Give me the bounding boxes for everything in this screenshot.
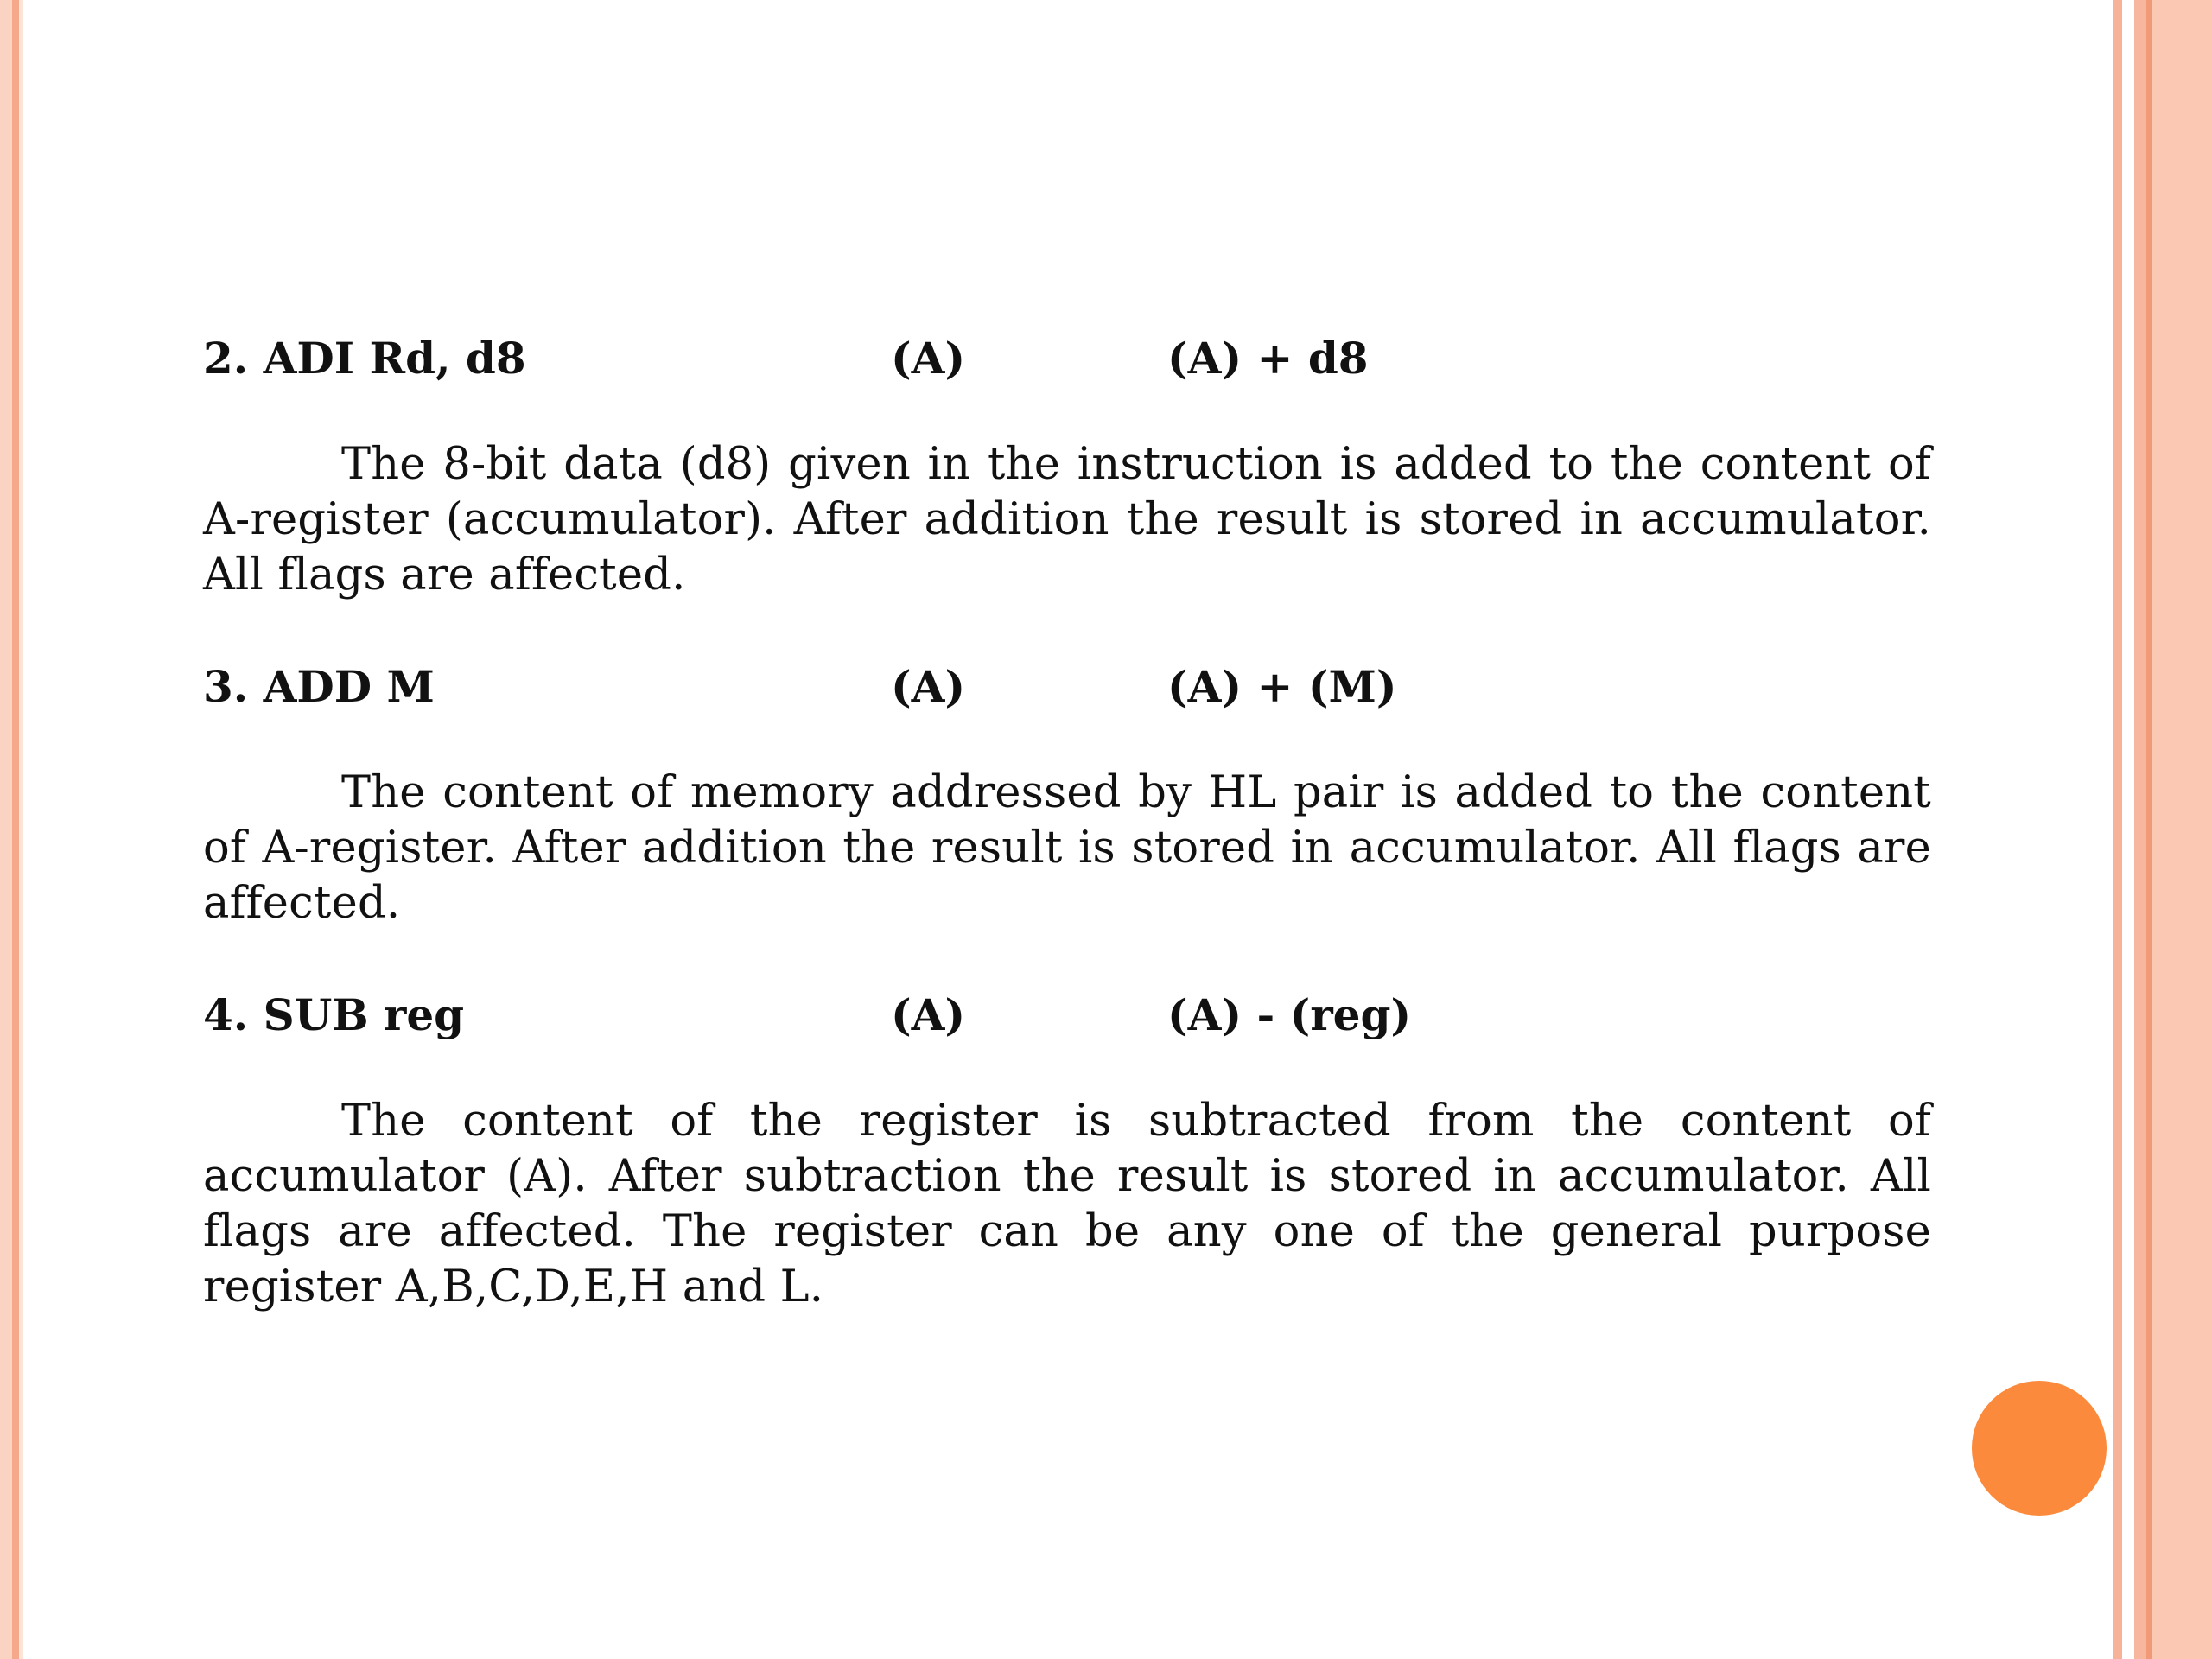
right-border-stripe (2122, 0, 2134, 1659)
instruction-destination: (A) (891, 661, 966, 712)
left-border-stripe (12, 0, 19, 1659)
instruction-expression: (A) + d8 (1167, 333, 1369, 384)
left-border-stripe (19, 0, 23, 1659)
right-border-stripe (2113, 0, 2122, 1659)
decorative-circle (1972, 1381, 2107, 1516)
instruction-description: The content of memory addressed by HL pair is added to the content of A-register. After addition the result is stored in accumulator. All flags are affected. (203, 767, 1931, 929)
instruction-heading (203, 985, 1931, 1046)
instruction-mnemonic: 2. ADI Rd, d8 (203, 333, 526, 384)
slide-content (203, 328, 1931, 1315)
instruction-destination: (A) (891, 333, 966, 384)
instruction-heading (203, 328, 1931, 389)
instruction-mnemonic: 3. ADD M (203, 661, 435, 712)
right-border-stripe (2152, 0, 2212, 1659)
right-border-stripe (2134, 0, 2146, 1659)
instruction-destination: (A) (891, 989, 966, 1040)
instruction-expression: (A) - (reg) (1167, 989, 1412, 1040)
left-border-stripe (0, 0, 12, 1659)
instruction-description: The content of the register is subtracted from the content of accumulator (A). After subtraction the result is stored in accumulator. All flags are affected. The register can be any one of the general purpose register A,B,C,D,E,H and L. (203, 1096, 1931, 1313)
instruction-mnemonic: 4. SUB reg (203, 989, 465, 1040)
instruction-expression: (A) + (M) (1167, 661, 1397, 712)
instruction-heading (203, 657, 1931, 717)
instruction-description: The 8-bit data (d8) given in the instruction is added to the content of A-register (accumulator). After addition the result is stored in accumulator. All flags are affected. (203, 439, 1931, 601)
